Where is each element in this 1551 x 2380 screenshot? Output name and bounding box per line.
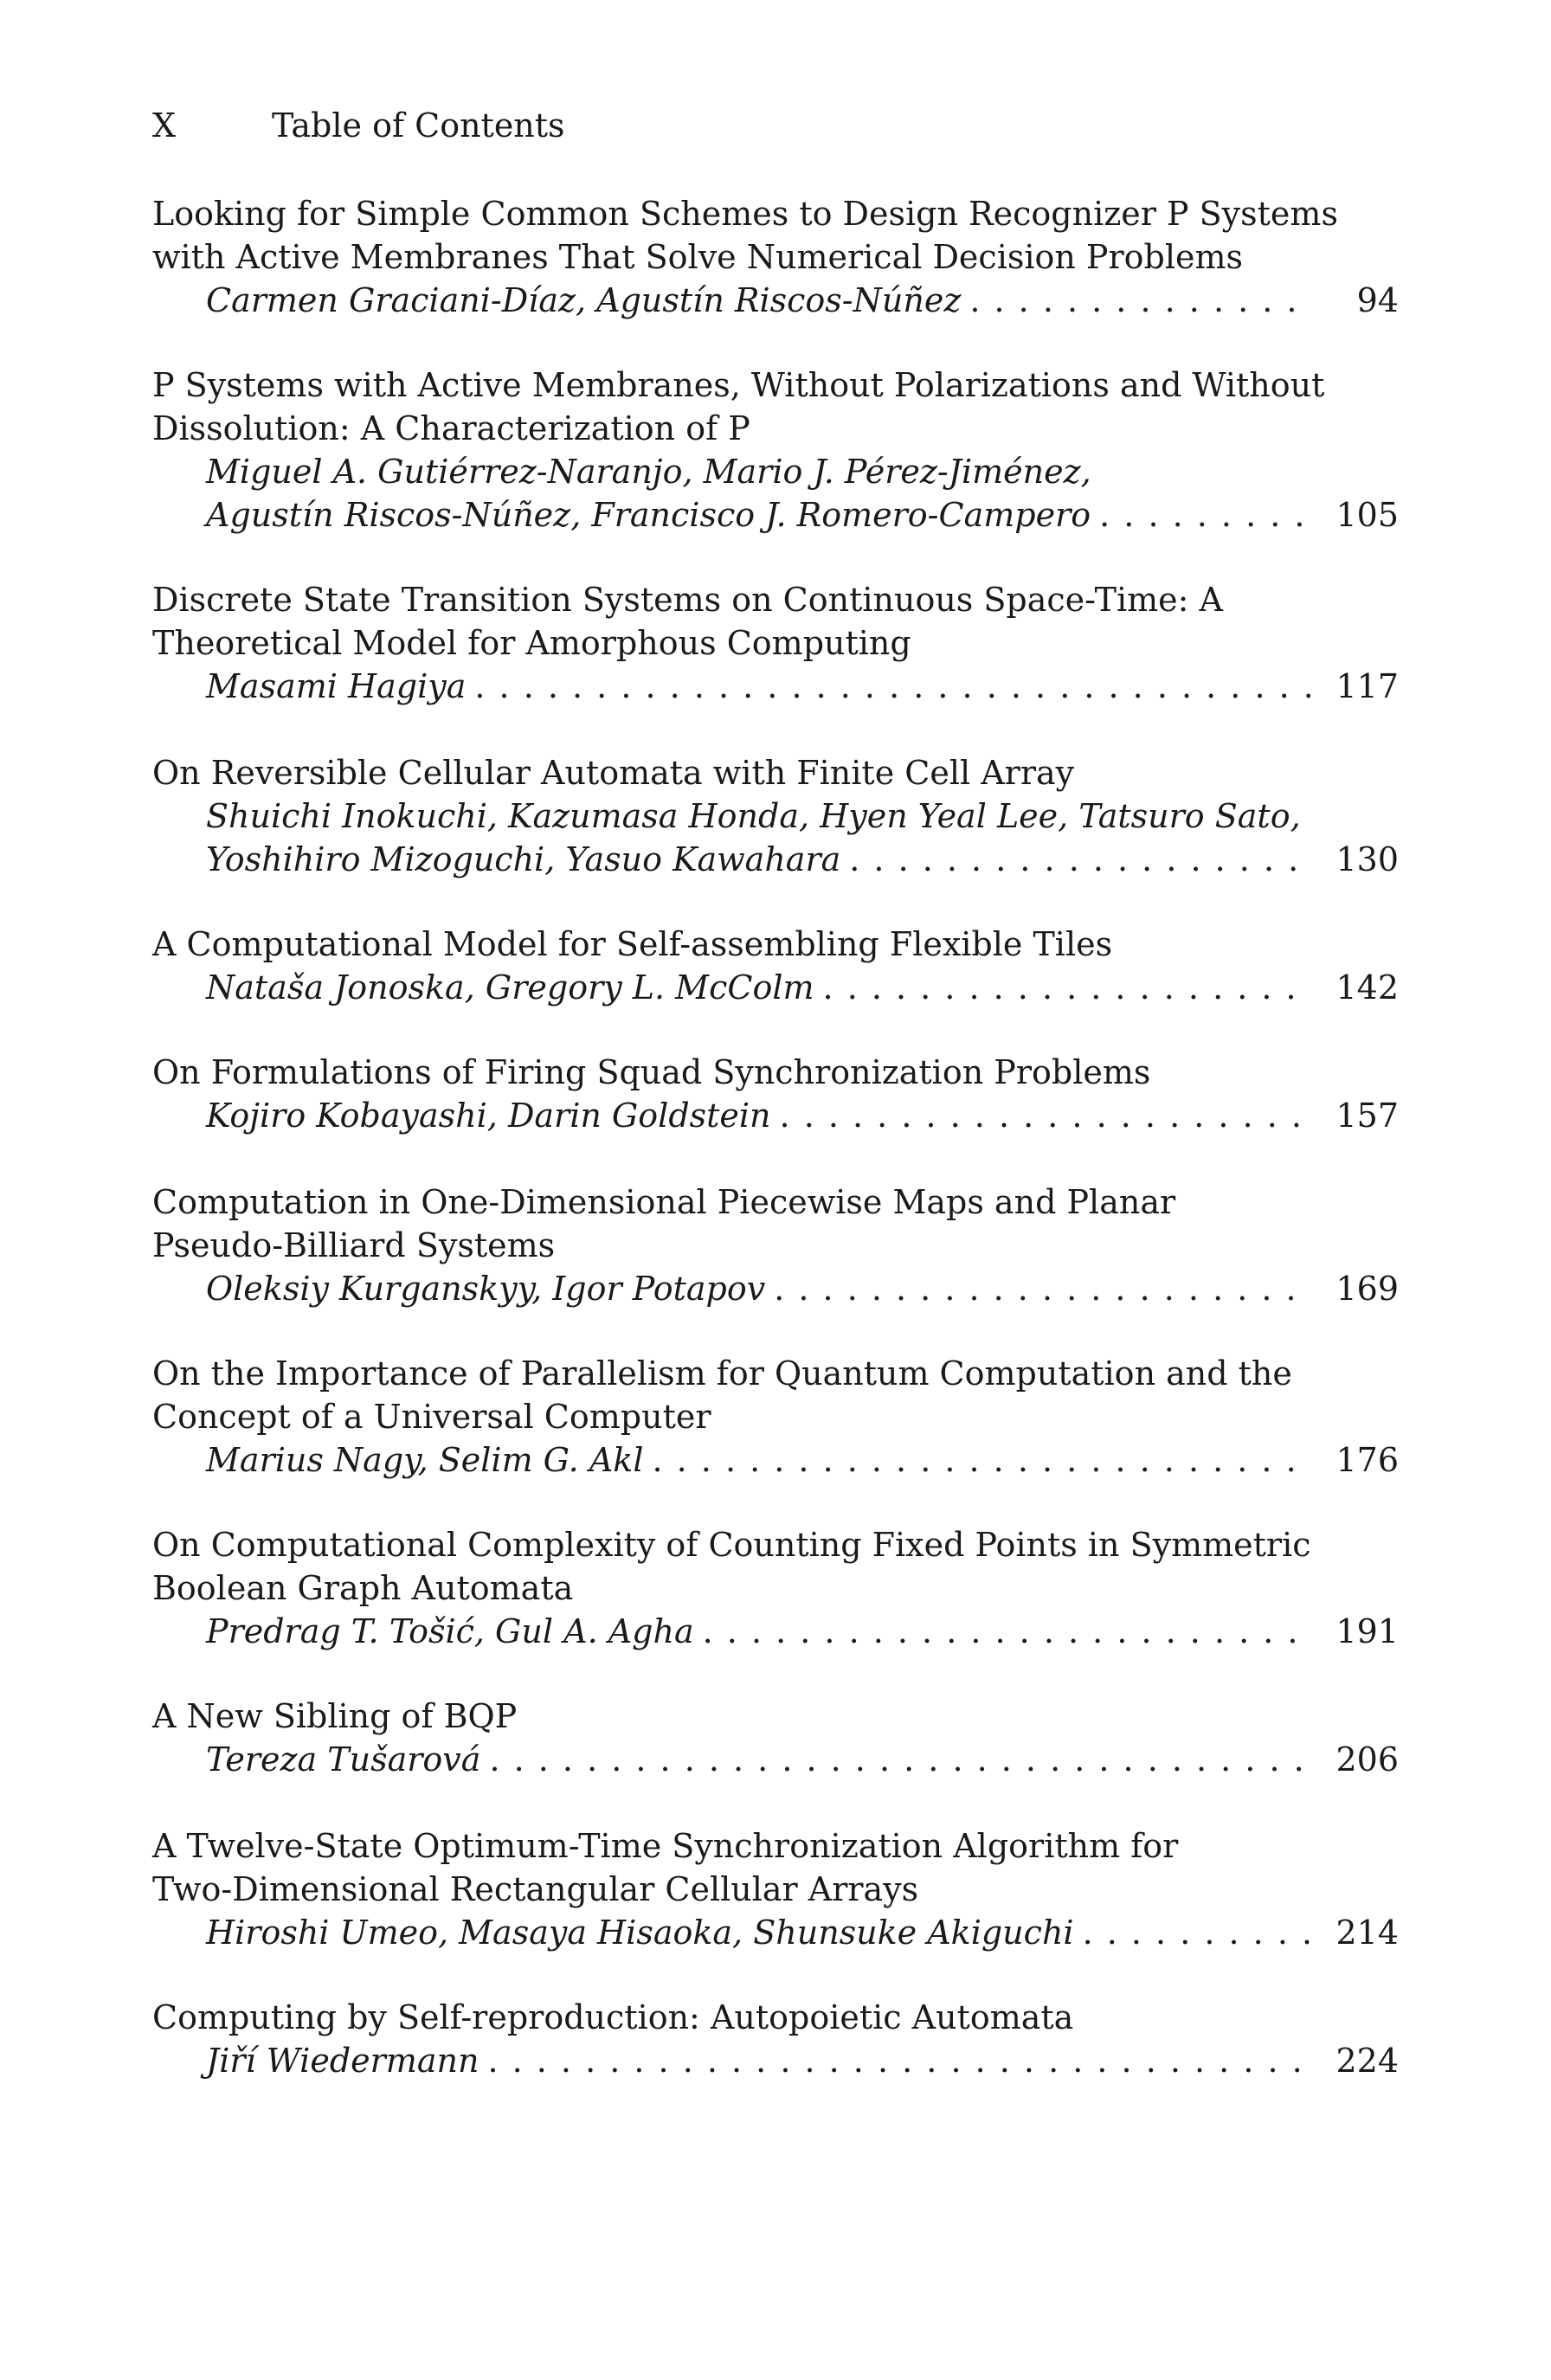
- entry-authors: Marius Nagy, Selim G. Akl: [206, 1441, 644, 1479]
- entry-title-line: Theoretical Model for Amorphous Computing: [152, 624, 911, 662]
- dot-leader: [1099, 493, 1310, 537]
- page-header: [152, 104, 1399, 147]
- entry-authors: Tereza Tušarová: [206, 1740, 481, 1779]
- entry-title-line: Looking for Simple Common Schemes to Design Recognizer P Systems: [152, 195, 1338, 233]
- toc-entry[interactable]: [152, 363, 1399, 537]
- entry-title-line: A New Sibling of BQP: [152, 1697, 518, 1735]
- entry-author-line: [152, 966, 1399, 1009]
- entry-page-number: 142: [1335, 968, 1399, 1007]
- entry-title-line: On the Importance of Parallelism for Quantum Computation and the: [152, 1354, 1292, 1393]
- entry-title-line: On Reversible Cellular Automata with Finite Cell Array: [152, 754, 1075, 792]
- entry-title-line: A Computational Model for Self-assembling Flexible Tiles: [152, 925, 1113, 963]
- entry-author-line: [152, 450, 1399, 493]
- toc-entry[interactable]: [152, 751, 1399, 881]
- entry-author-line: [152, 1738, 1399, 1781]
- entry-authors: Jiří Wiedermann: [206, 2042, 479, 2080]
- dot-leader: [474, 665, 1310, 708]
- entry-page-number: 105: [1335, 496, 1399, 534]
- entry-page-number: 157: [1335, 1097, 1399, 1135]
- entry-authors: Shuichi Inokuchi, Kazumasa Honda, Hyen Yeal Lee, Tatsuro Sato,: [206, 797, 1301, 835]
- entry-title-line: Dissolution: A Characterization of P: [152, 409, 750, 447]
- dot-leader: [1083, 1911, 1310, 1954]
- entry-page-number: 94: [1356, 281, 1399, 319]
- entry-title-line: Discrete State Transition Systems on Continuous Space-Time: A: [152, 581, 1223, 619]
- entry-author-line: [152, 1267, 1399, 1310]
- entry-title-line: On Formulations of Firing Squad Synchronization Problems: [152, 1053, 1151, 1091]
- toc-entry[interactable]: [152, 1523, 1399, 1653]
- entry-authors: Miguel A. Gutiérrez-Naranjo, Mario J. Pérez-Jiménez,: [206, 453, 1091, 491]
- entry-authors: Agustín Riscos-Núñez, Francisco J. Romero-Campero: [206, 496, 1091, 534]
- entry-title-line: On Computational Complexity of Counting Fixed Points in Symmetric: [152, 1526, 1311, 1564]
- entry-author-line: [152, 794, 1399, 838]
- entry-authors: Nataša Jonoska, Gregory L. McColm: [206, 968, 814, 1007]
- toc-entry[interactable]: [152, 578, 1399, 708]
- entry-title-line: Computation in One-Dimensional Piecewise Maps and Planar: [152, 1183, 1176, 1221]
- toc-entry[interactable]: [152, 1695, 1399, 1781]
- entry-authors: Kojiro Kobayashi, Darin Goldstein: [206, 1097, 771, 1135]
- entry-page-number: 117: [1335, 667, 1399, 705]
- entry-page-number: 224: [1335, 2042, 1399, 2080]
- dot-leader: [780, 1094, 1310, 1137]
- entry-author-line: [152, 1094, 1399, 1137]
- entry-page-number: 206: [1335, 1740, 1399, 1779]
- dot-leader: [969, 279, 1310, 322]
- page-folio: X: [152, 106, 177, 145]
- entry-page-number: 176: [1335, 1441, 1399, 1479]
- entry-page-number: 169: [1335, 1270, 1399, 1308]
- dot-leader: [489, 1738, 1310, 1781]
- entry-authors: Masami Hagiya: [206, 667, 467, 705]
- entry-authors: Oleksiy Kurganskyy, Igor Potapov: [206, 1270, 766, 1308]
- toc-entry[interactable]: [152, 1824, 1399, 1954]
- entry-author-line: [152, 1610, 1399, 1653]
- entry-author-line: [152, 2039, 1399, 2082]
- entry-authors: Hiroshi Umeo, Masaya Hisaoka, Shunsuke Akiguchi: [206, 1914, 1074, 1952]
- toc-entry[interactable]: [152, 1180, 1399, 1310]
- entry-title-line: P Systems with Active Membranes, Without Polarizations and Without: [152, 366, 1325, 404]
- dot-leader: [849, 838, 1310, 881]
- entry-page-number: 214: [1335, 1914, 1399, 1952]
- dot-leader: [487, 2039, 1310, 2082]
- entry-page-number: 191: [1335, 1612, 1399, 1650]
- entry-title-line: with Active Membranes That Solve Numerical Decision Problems: [152, 238, 1244, 276]
- entry-title-line: Two-Dimensional Rectangular Cellular Arrays: [152, 1870, 919, 1908]
- entry-author-line: [152, 1438, 1399, 1482]
- dot-leader: [703, 1610, 1310, 1653]
- entry-page-number: 130: [1335, 840, 1399, 878]
- entry-author-line: [152, 493, 1399, 537]
- running-title: Table of Contents: [272, 106, 565, 145]
- entry-authors: Predrag T. Tošić, Gul A. Agha: [206, 1612, 694, 1650]
- entry-authors: Yoshihiro Mizoguchi, Yasuo Kawahara: [206, 840, 841, 878]
- entry-author-line: [152, 1911, 1399, 1954]
- entry-title-line: Computing by Self-reproduction: Autopoietic Automata: [152, 1998, 1074, 2036]
- entry-title-line: A Twelve-State Optimum-Time Synchronization Algorithm for: [152, 1827, 1179, 1865]
- entry-title-line: Boolean Graph Automata: [152, 1569, 574, 1607]
- entry-title-line: Concept of a Universal Computer: [152, 1398, 711, 1436]
- entry-author-line: [152, 279, 1399, 322]
- entry-authors: Carmen Graciani-Díaz, Agustín Riscos-Núñez: [206, 281, 962, 319]
- toc-entry[interactable]: [152, 1352, 1399, 1482]
- toc-entry[interactable]: [152, 923, 1399, 1009]
- dot-leader: [774, 1267, 1310, 1310]
- dot-leader: [652, 1438, 1310, 1482]
- toc-entry[interactable]: [152, 1051, 1399, 1137]
- entry-author-line: [152, 665, 1399, 708]
- entry-author-line: [152, 838, 1399, 881]
- toc-entry[interactable]: [152, 1996, 1399, 2082]
- dot-leader: [823, 966, 1310, 1009]
- entry-title-line: Pseudo-Billiard Systems: [152, 1226, 556, 1264]
- toc-entry[interactable]: [152, 192, 1399, 322]
